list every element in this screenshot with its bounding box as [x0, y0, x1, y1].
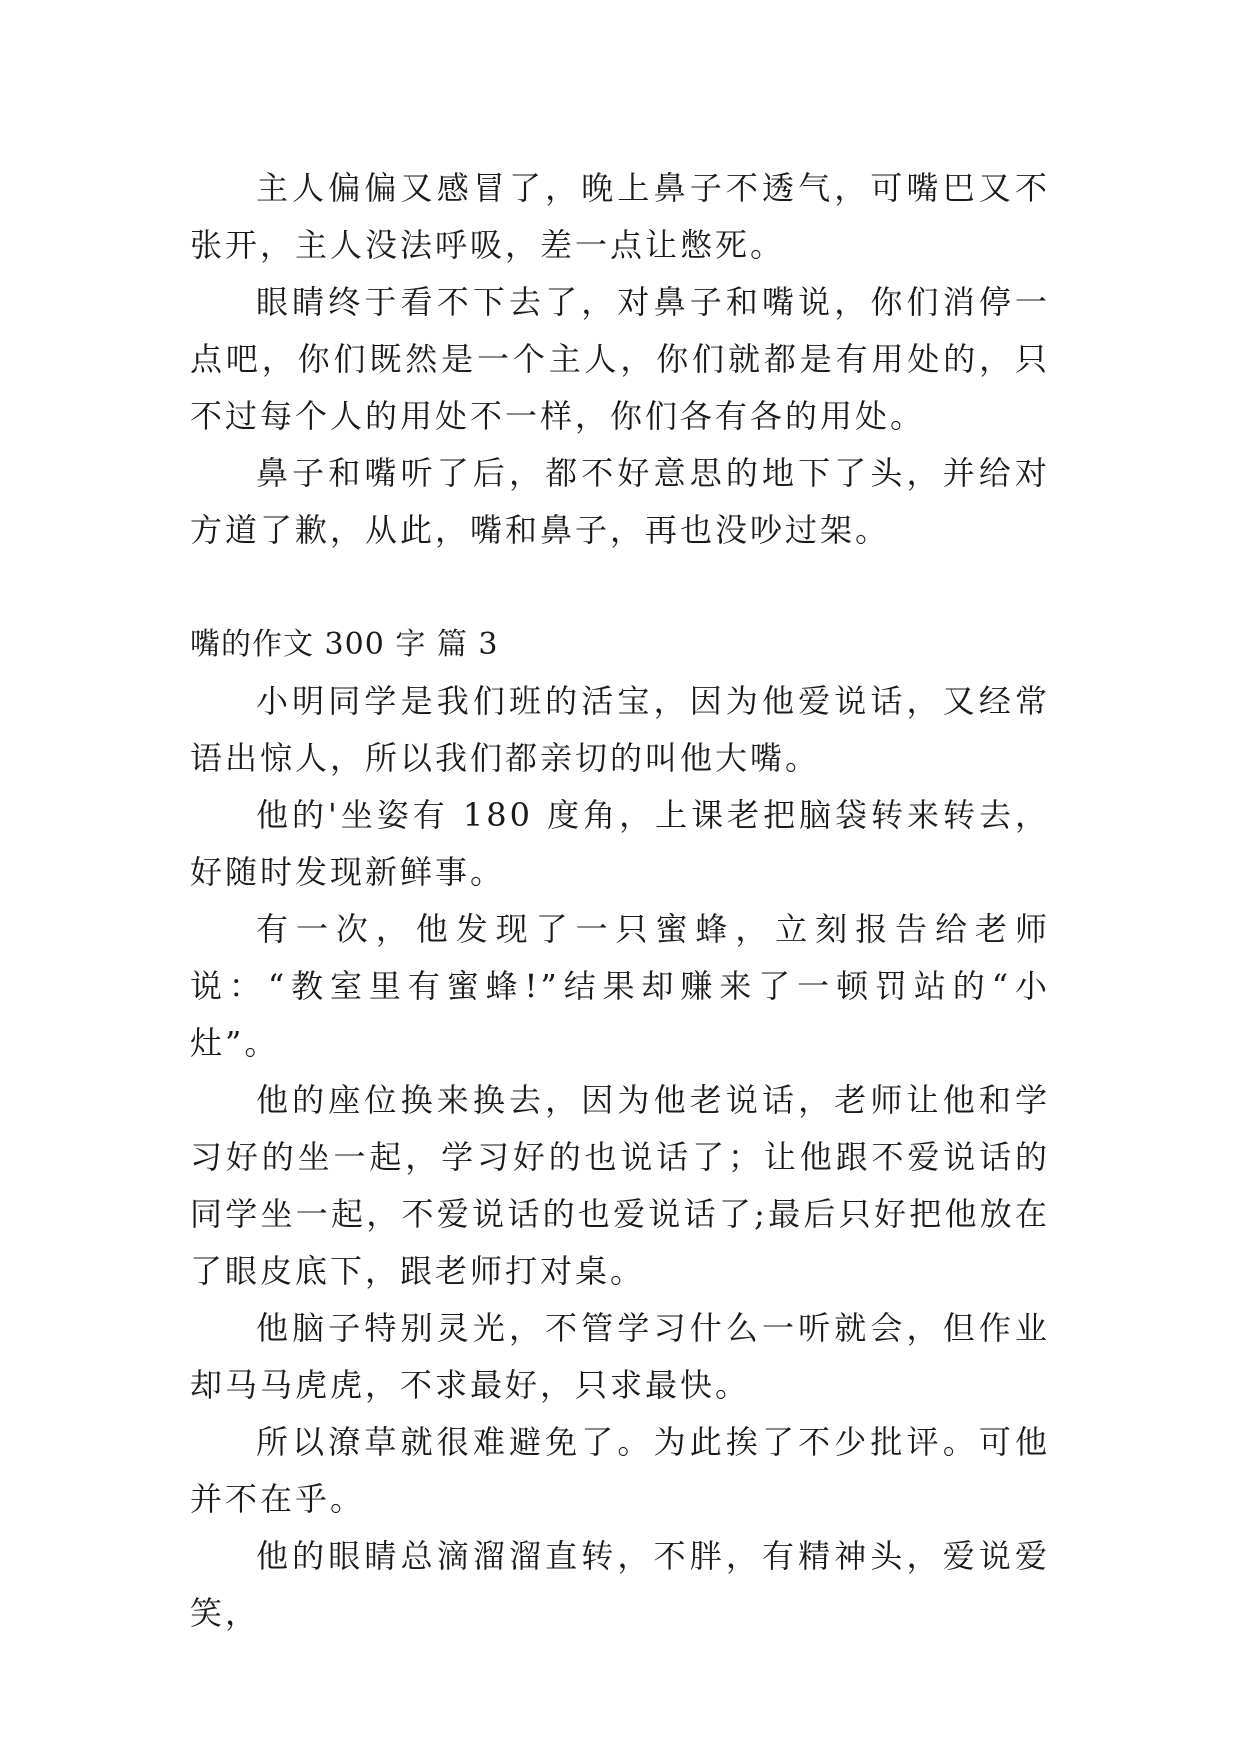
paragraph: 主人偏偏又感冒了，晚上鼻子不透气，可嘴巴又不张开，主人没法呼吸，差一点让憋死。 [190, 169, 1050, 264]
paragraph: 他脑子特别灵光，不管学习什么一听就会，但作业却马马虎虎，不求最好，只求最快。 [190, 1309, 1050, 1404]
paragraph: 所以潦草就很难避免了。为此挨了不少批评。可他并不在乎。 [190, 1423, 1050, 1518]
paragraph: 有一次，他发现了一只蜜蜂，立刻报告给老师说：“教室里有蜜蜂!”结果却赚来了一顿罚站的“小灶”。 [190, 910, 1050, 1062]
paragraph: 他的'坐姿有 180 度角，上课老把脑袋转来转去，好随时发现新鲜事。 [190, 796, 1050, 891]
section-heading: 嘴的作文 300 字 篇 3 [190, 627, 499, 662]
paragraph: 他的眼睛总滴溜溜直转，不胖，有精神头，爱说爱笑， [190, 1537, 1050, 1632]
document-body [190, 160, 1050, 1642]
paragraph: 鼻子和嘴听了后，都不好意思的地下了头，并给对方道了歉，从此，嘴和鼻子，再也没吵过架。 [190, 454, 1050, 549]
section-spacer [190, 559, 1050, 616]
paragraph: 小明同学是我们班的活宝，因为他爱说话，又经常语出惊人，所以我们都亲切的叫他大嘴。 [190, 682, 1050, 777]
paragraph: 眼睛终于看不下去了，对鼻子和嘴说，你们消停一点吧，你们既然是一个主人，你们就都是有用处的，只不过每个人的用处不一样，你们各有各的用处。 [190, 283, 1050, 435]
paragraph: 他的座位换来换去，因为他老说话，老师让他和学习好的坐一起，学习好的也说话了；让他跟不爱说话的同学坐一起，不爱说话的也爱说话了;最后只好把他放在了眼皮底下，跟老师打对桌。 [190, 1081, 1050, 1290]
